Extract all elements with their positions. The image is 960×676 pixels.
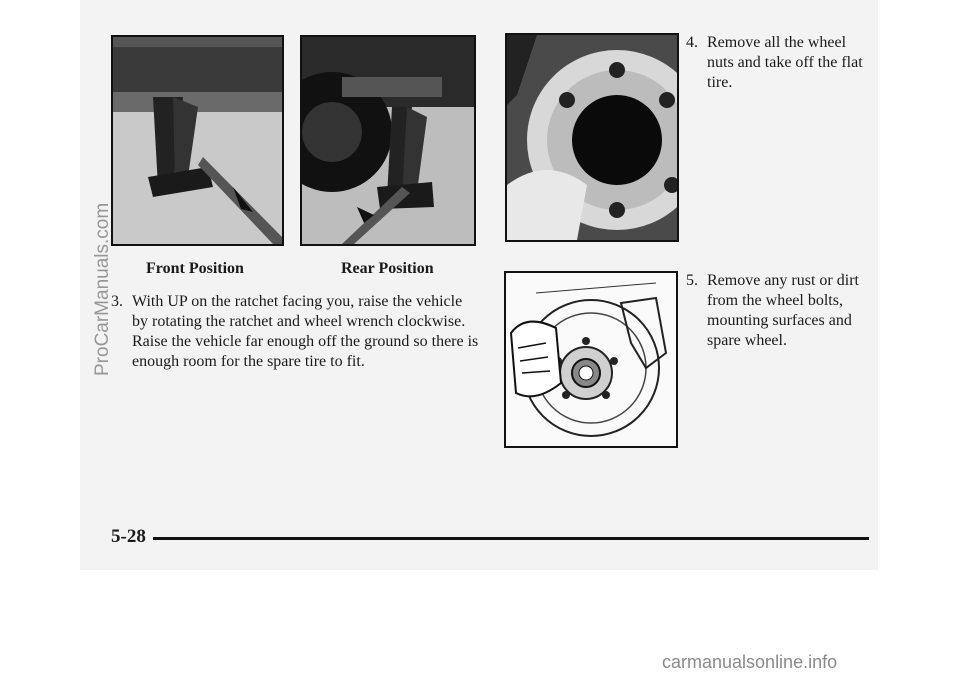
page-number: 5-28: [111, 526, 146, 547]
step-number: 3.: [111, 293, 123, 310]
step-3: [111, 292, 481, 372]
step-text: With UP on the ratchet facing you, raise the vehicle by rotating the ratchet and wheel wrench clockwise. Raise the vehicle far enough off the ground so there is enough room for the spare tire to fit.: [132, 293, 479, 370]
footer-divider: [153, 537, 869, 540]
step-5: [686, 271, 876, 351]
bottom-watermark: carmanualsonline.info: [662, 652, 838, 672]
step-number: 4.: [686, 34, 698, 51]
rear-jack-position-photo: [300, 35, 476, 246]
hub-cleaning-illustration: [504, 271, 678, 448]
step-4: [686, 33, 876, 93]
wheel-nuts-photo: [505, 33, 679, 242]
step-number: 5.: [686, 272, 698, 289]
rear-position-caption: Rear Position: [341, 260, 434, 277]
front-jack-position-photo: [111, 35, 284, 246]
step-text: Remove any rust or dirt from the wheel bolts, mounting surfaces and spare wheel.: [707, 272, 859, 349]
side-watermark: ProCarManuals.com: [92, 202, 113, 376]
front-position-caption: Front Position: [146, 260, 244, 277]
step-text: Remove all the wheel nuts and take off the flat tire.: [707, 34, 863, 91]
